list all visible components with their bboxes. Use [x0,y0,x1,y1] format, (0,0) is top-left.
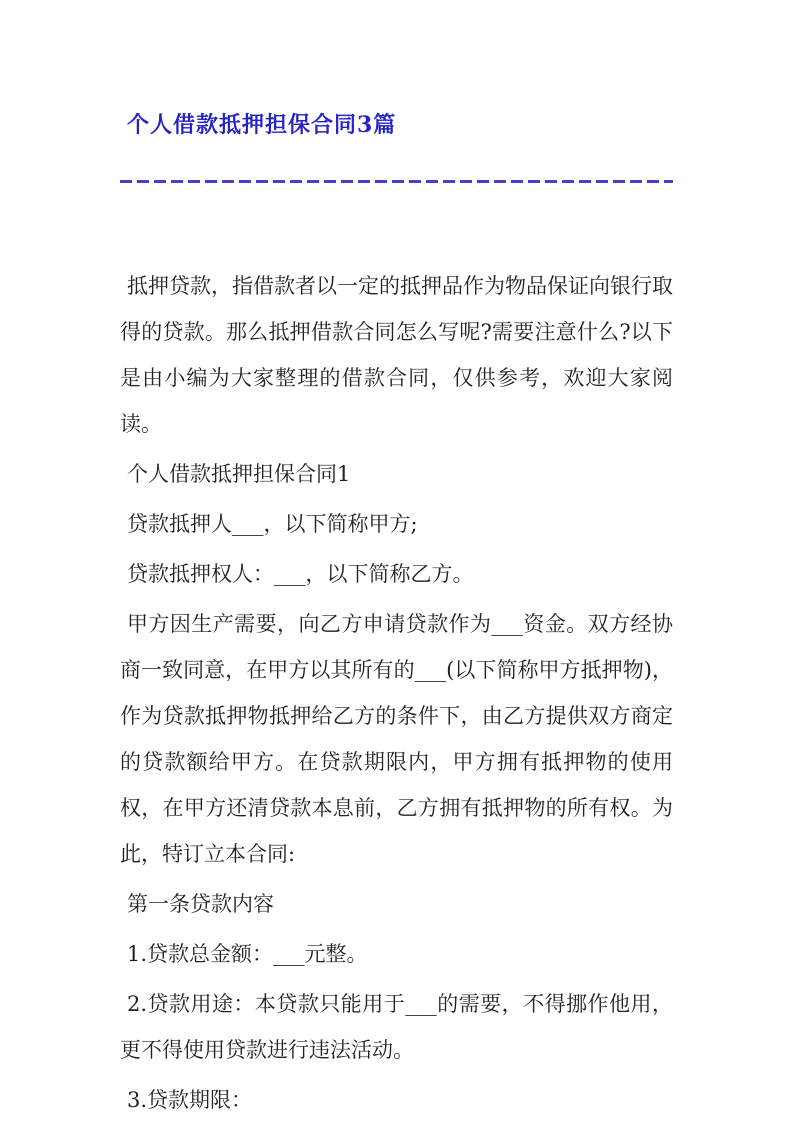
clause-1-heading: 第一条贷款内容 [127,892,274,916]
document-body [120,263,673,1123]
document-content [120,112,673,1127]
section-heading-contract-1: 个人借款抵押担保合同1 [127,462,351,486]
mortgagee-line: 贷款抵押权人：___，以下简称乙方。 [127,562,474,586]
dashed-divider-line [120,180,673,183]
loan-purpose-item: 2.贷款用途：本贷款只能用于___的需要，不得挪作他用，更不得使用贷款进行违法活动。 [120,992,673,1062]
loan-amount-item: 1.贷款总金额：___元整。 [127,942,368,966]
agreement-paragraph: 甲方因生产需要，向乙方申请贷款作为___资金。双方经协商一致同意，在甲方以其所有的___(以下简称甲方抵押物)，作为贷款抵押物抵押给乙方的条件下，由乙方提供双方商定的贷款额给甲方。在贷款期限内，甲方拥有抵押物的使用权，在甲方还清贷款本息前，乙方拥有抵押物的所有权。为此，特订立本合同: [120,612,673,866]
document-title: 个人借款抵押担保合同3篇 [127,112,397,138]
mortgagor-line: 贷款抵押人___，以下简称甲方; [127,512,418,536]
loan-term-item: 3.贷款期限： [127,1088,253,1112]
intro-paragraph: 抵押贷款，指借款者以一定的抵押品作为物品保证向银行取得的贷款。那么抵押借款合同怎么写呢?需要注意什么?以下是由小编为大家整理的借款合同，仅供参考，欢迎大家阅读。 [120,274,673,436]
